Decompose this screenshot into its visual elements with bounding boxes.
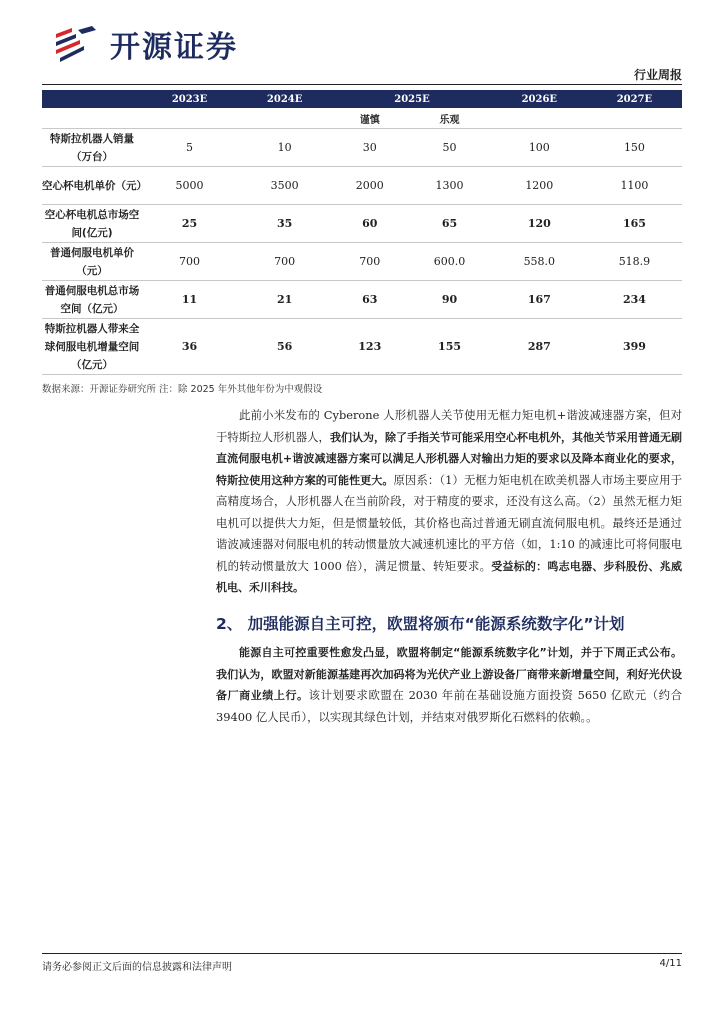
table-cell: 5000 — [142, 167, 237, 205]
paragraph-2 — [216, 642, 682, 728]
table-cell: 150 — [587, 129, 682, 167]
footer-disclaimer: 请务必参阅正文后面的信息披露和法律声明 — [42, 962, 232, 973]
table-cell: 65 — [407, 205, 491, 243]
source-note: 数据来源：开源证券研究所 注：除 2025 年外其他年份为中观假设 — [42, 384, 323, 395]
table-cell: 123 — [332, 319, 407, 375]
table-cell: 35 — [237, 205, 332, 243]
table-cell: 234 — [587, 281, 682, 319]
table-cell: 287 — [492, 319, 587, 375]
table-cell: 700 — [142, 243, 237, 281]
table-cell: 558.0 — [492, 243, 587, 281]
para2-text-1: 该计划要求欧盟在 2030 年前在基础设施方面投资 5650 亿欧元（约合 39400 亿人民币），以实现其绿色计划，并结束对俄罗斯化石燃料的依赖。。 — [216, 688, 683, 724]
column-header: 2025E — [332, 90, 492, 108]
row-label: 空心杯电机总市场空间(亿元) — [42, 205, 142, 243]
company-logo — [52, 24, 238, 64]
footer-divider — [42, 953, 682, 954]
table-cell: 1200 — [492, 167, 587, 205]
table-cell: 36 — [142, 319, 237, 375]
table-row — [42, 205, 682, 243]
table-cell: 399 — [587, 319, 682, 375]
report-type: 行业周报 — [633, 68, 682, 82]
table-cell: 30 — [332, 129, 407, 167]
row-label: 特斯拉机器人销量（万台） — [42, 129, 142, 167]
table-cell: 120 — [492, 205, 587, 243]
table-row — [42, 129, 682, 167]
para2-bold-1: 能源自主可控重要性愈发凸显，欧盟将制定“能源系统数字化”计划，并于下周正式公布。我们认为，欧盟对新能源基建再次加码将为光伏产业上游设备厂商带来新增量空间，利好光伏设备厂商业绩上行。 — [216, 646, 682, 702]
table-cell: 1300 — [407, 167, 491, 205]
table-cell: 100 — [492, 129, 587, 167]
table-cell: 2000 — [332, 167, 407, 205]
table-cell: 700 — [332, 243, 407, 281]
page-number: 4/11 — [659, 958, 682, 969]
subheader-cautious: 谨慎 — [332, 108, 407, 129]
table-cell: 5 — [142, 129, 237, 167]
table-cell: 90 — [407, 281, 491, 319]
table-row — [42, 281, 682, 319]
row-label: 特斯拉机器人带来全球伺服电机增量空间（亿元） — [42, 319, 142, 375]
table-cell: 600.0 — [407, 243, 491, 281]
column-header: 2027E — [587, 90, 682, 108]
section-title: 2、 加强能源自主可控，欧盟将颁布“能源系统数字化”计划 — [216, 615, 625, 633]
table-cell: 60 — [332, 205, 407, 243]
header-divider — [42, 84, 682, 85]
logo-mark-icon — [52, 24, 102, 64]
table-cell: 167 — [492, 281, 587, 319]
row-label: 空心杯电机单价（元） — [42, 167, 142, 205]
para1-bold-2: 受益标的：鸣志电器、步科股份、兆威机电、禾川科技。 — [216, 559, 683, 594]
row-label: 普通伺服电机单价（元） — [42, 243, 142, 281]
table-cell: 3500 — [237, 167, 332, 205]
subheader-optimistic: 乐观 — [407, 108, 491, 129]
column-header: 2024E — [237, 90, 332, 108]
column-header — [42, 90, 142, 108]
table-cell: 11 — [142, 281, 237, 319]
table-cell: 165 — [587, 205, 682, 243]
para1-text-2: 原因系：（1）无框力矩电机在欧美机器人市场主要应用于高精度场合，人形机器人在当前阶段，对于精度的要求，还没有这么高。（2）虽然无框力矩电机可以提供大力矩，但是惯量较低，其价格也高过普通无刷直流伺服电机。最终还是通过谐波减速器对伺服电机的转动惯量放大减速机速比的平方倍（如，1:10 的减速比可将伺服电机的转动惯量放大 1000 倍），满足惯量、转矩要求。 — [216, 472, 682, 573]
table-cell: 56 — [237, 319, 332, 375]
table-cell: 50 — [407, 129, 491, 167]
table-header-row — [42, 90, 682, 108]
table-cell: 1100 — [587, 167, 682, 205]
logo-text: 开源证券 — [110, 30, 238, 65]
table-cell: 155 — [407, 319, 491, 375]
column-header: 2026E — [492, 90, 587, 108]
paragraph-1 — [216, 405, 682, 599]
table-cell: 25 — [142, 205, 237, 243]
para1-bold-1: 我们认为，除了手指关节可能采用空心杯电机外，其他关节采用普通无刷直流伺服电机+谐波减速器方案可以满足人形机器人对输出力矩的要求以及降本商业化的要求，特斯拉使用这种方案的可能性更大。 — [216, 430, 682, 487]
table-cell: 63 — [332, 281, 407, 319]
table-row — [42, 167, 682, 205]
data-table — [42, 90, 682, 375]
table-cell: 518.9 — [587, 243, 682, 281]
table-cell: 21 — [237, 281, 332, 319]
table-cell: 700 — [237, 243, 332, 281]
column-header: 2023E — [142, 90, 237, 108]
para1-text-1: 此前小米发布的 Cyberone 人形机器人关节使用无框力矩电机+谐波减速器方案，但对于特斯拉人形机器人， — [216, 408, 682, 444]
table-row — [42, 243, 682, 281]
table-row — [42, 319, 682, 375]
table-cell: 10 — [237, 129, 332, 167]
row-label: 普通伺服电机总市场空间（亿元） — [42, 281, 142, 319]
table-subheader-row — [42, 108, 682, 129]
